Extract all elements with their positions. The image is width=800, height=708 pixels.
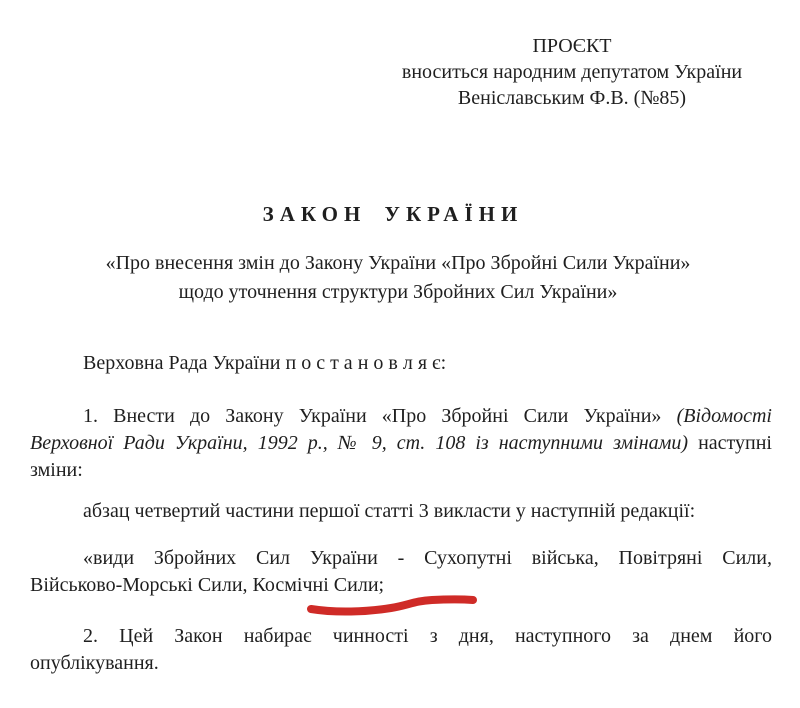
document-header [382, 33, 762, 111]
submitted-by-line: вноситься народним депутатом України [401, 61, 743, 83]
red-underline-stroke [311, 599, 473, 611]
amendment-line1-normal: 1. Внести до Закону України «Про Збройні Сили України» [83, 405, 677, 427]
final-line2: опублікування. [30, 652, 159, 674]
deputy-name-line: Веніславським Ф.В. (№85) [457, 87, 687, 109]
law-subtitle [0, 249, 796, 307]
amendment-line2-italic: Верховної Ради України, 1992 р., № 9, ст. 108 із наступними змінами) [30, 432, 689, 454]
final-line1: 2. Цей Закон набирає чинності з дня, наступного за днем його [83, 625, 772, 647]
final-paragraph [30, 623, 772, 677]
quote-paragraph [30, 545, 772, 599]
law-title: ЗАКОН УКРАЇНИ [262, 202, 524, 226]
amendment-line1-italic: (Відомості [676, 405, 772, 427]
quote-line1: «види Збройних Сил України - Сухопутні війська, Повітряні Сили, [83, 547, 772, 569]
law-subtitle-line2: щодо уточнення структури Збройних Сил України» [178, 281, 618, 303]
amendment-line2 [30, 430, 772, 457]
abzats-line: абзац четвертий частини першої статті 3 викласти у наступній редакції: [83, 500, 696, 522]
red-underline-annotation [306, 594, 478, 618]
amendment-line1 [30, 403, 772, 430]
amendment-line3: зміни: [30, 459, 83, 481]
draft-label: ПРОЄКТ [532, 35, 612, 57]
amendment-line2-normal: наступні [688, 432, 772, 454]
quote-line2: Військово-Морські Сили, Космічні Сили; [30, 574, 385, 596]
law-subtitle-line1: «Про внесення змін до Закону України «Про Збройні Сили України» [105, 252, 691, 274]
amendment-paragraph [30, 403, 772, 484]
resolution-line: Верховна Рада України п о с т а н о в л я є: [83, 352, 447, 374]
